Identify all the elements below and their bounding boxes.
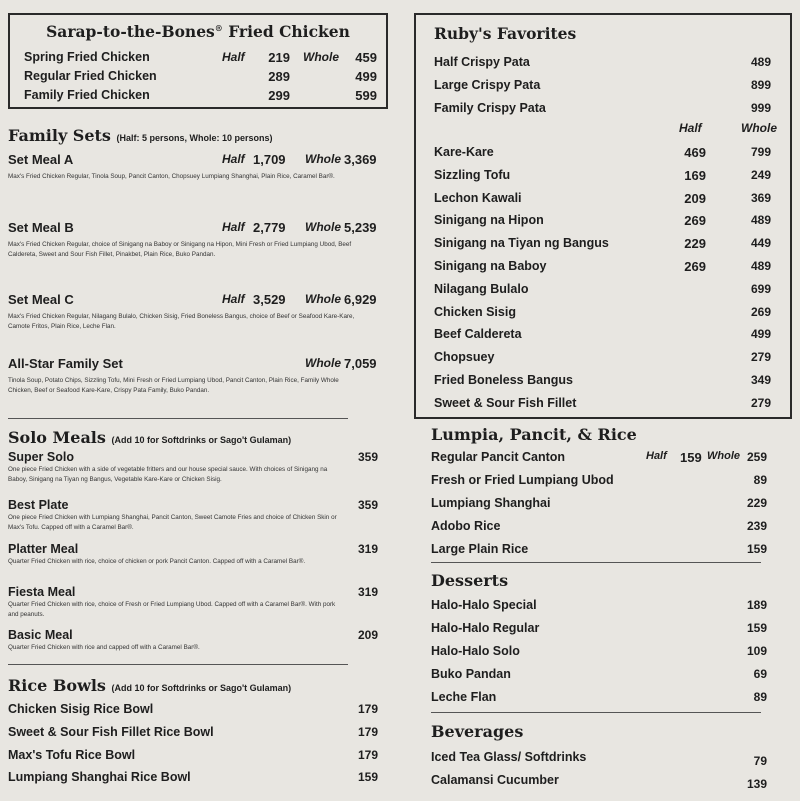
dessert-item-price: 89 (753, 690, 767, 704)
half-label: Half (222, 50, 245, 64)
divider-family-sets (8, 418, 348, 419)
beverages-header: Beverages (431, 722, 524, 741)
beverage-item-price: 139 (746, 777, 767, 791)
solo-meal-description: One piece Fried Chicken with a side of vegetable fritters and our house special sauce. With choices of Sinigang na Baboy, Sinigang na Tiyan ng Bangus, Vegetable Kare-Kare or Chicken Sisig. (8, 466, 328, 483)
family-set-description: Max's Fried Chicken Regular, Nilagang Bulalo, Chicken Sisig, Fried Boneless Bangus, choice of Beef or Seafood Kare-Kare, Camote Fritos, Plain Rice, Leche Flan. (8, 313, 355, 330)
solo-meal-name: Fiesta Meal (8, 585, 76, 599)
desserts-header: Desserts (431, 571, 509, 590)
favorite-half-price: 229 (684, 236, 706, 251)
favorite-whole-price: 349 (750, 373, 771, 387)
family-set-whole-price: 7,059 (344, 356, 377, 371)
solo-meal-price: 319 (357, 585, 378, 599)
whole-label: Whole (305, 220, 341, 234)
dessert-item-price: 109 (746, 644, 767, 658)
family-set-half-price: 1,709 (253, 152, 286, 167)
solo-meal-description: Quarter Fried Chicken with rice, choice of Fresh or Fried Lumpiang Ubod. Capped off with a Caramel Bar®. With pork and peanuts. (8, 601, 336, 618)
favorite-half-price: 469 (684, 145, 706, 160)
half-label: Half (679, 121, 702, 135)
family-set-name: Set Meal C (8, 292, 74, 307)
beverage-item-name: Iced Tea Glass/ Softdrinks (431, 750, 587, 764)
family-set-half-price: 2,779 (253, 220, 286, 235)
fried-chicken-item-name: Spring Fried Chicken (24, 50, 150, 64)
registered-mark: ® (214, 22, 223, 33)
favorite-item-name: Sweet & Sour Fish Fillet (434, 396, 577, 410)
solo-meal-description: Quarter Fried Chicken with rice, choice of chicken or pork Pancit Canton. Capped off with a Caramel Bar®. (8, 558, 306, 565)
favorite-item-name: Sinigang na Baboy (434, 259, 547, 273)
family-set-whole-price: 3,369 (344, 152, 377, 167)
favorite-item-name: Lechon Kawali (434, 191, 522, 205)
favorite-whole-price: 449 (750, 236, 771, 250)
solo-meal-name: Best Plate (8, 498, 69, 512)
rice-bowl-name: Chicken Sisig Rice Bowl (8, 702, 154, 716)
lumpia-item-name: Large Plain Rice (431, 542, 529, 556)
lumpia-whole-price: 259 (746, 450, 767, 464)
dessert-item-name: Leche Flan (431, 690, 497, 704)
dessert-item-name: Buko Pandan (431, 667, 511, 681)
favorite-whole-price: 249 (750, 168, 771, 182)
lumpia-item-name: Fresh or Fried Lumpiang Ubod (431, 473, 614, 487)
solo-meals-title: Solo Meals (8, 428, 106, 447)
lumpia-item-price: 239 (746, 519, 767, 533)
fried-chicken-whole-price: 599 (355, 88, 377, 103)
favorite-whole-price: 489 (750, 213, 771, 227)
favorite-whole-price: 499 (750, 327, 771, 341)
fried-chicken-title-main: Sarap-to-the-Bones (46, 22, 215, 41)
lumpia-item-price: 159 (746, 542, 767, 556)
dessert-item-price: 159 (746, 621, 767, 635)
favorite-item-name: Chopsuey (434, 350, 495, 364)
favorite-item-price: 489 (750, 55, 771, 69)
whole-label: Whole (303, 50, 339, 64)
dessert-item-name: Halo-Halo Solo (431, 644, 520, 658)
fried-chicken-title-rest: Fried Chicken (228, 22, 350, 41)
family-set-name: Set Meal B (8, 220, 74, 235)
favorite-whole-price: 699 (750, 282, 771, 296)
solo-meal-description: One piece Fried Chicken with Lumpiang Shanghai, Pancit Canton, Sweet Camote Fries and choice of Chicken Skin or Max's Tofu. Capped off with a Caramel Bar®. (8, 514, 337, 531)
solo-meal-price: 359 (357, 498, 378, 512)
favorite-item-name: Large Crispy Pata (434, 78, 541, 92)
favorite-whole-price: 369 (750, 191, 771, 205)
favorite-item-name: Sinigang na Hipon (434, 213, 544, 227)
rice-bowl-name: Lumpiang Shanghai Rice Bowl (8, 770, 191, 784)
fried-chicken-half-price: 219 (268, 50, 290, 65)
family-set-description: Max's Fried Chicken Regular, choice of Sinigang na Baboy or Sinigang na Hipon, Mini Fresh or Fried Lumpiang Ubod, Beef Caldereta, Sweet and Sour Fish Fillet, Pinakbet, Plain Rice, Buko Pandan. (8, 241, 352, 258)
whole-label: Whole (741, 121, 777, 135)
family-sets-header (8, 126, 273, 145)
family-set-description: Max's Fried Chicken Regular, Tinola Soup, Pancit Canton, Chopsuey Lumpiang Shanghai, Plain Rice, Caramel Bar®. (8, 173, 335, 180)
whole-label: Whole (305, 152, 341, 166)
lumpia-half-price: 159 (680, 450, 702, 465)
dessert-item-name: Halo-Halo Regular (431, 621, 540, 635)
favorite-whole-price: 279 (750, 350, 771, 364)
divider-lumpia (431, 562, 761, 563)
family-set-whole-price: 5,239 (344, 220, 377, 235)
fried-chicken-half-price: 299 (268, 88, 290, 103)
favorite-item-price: 999 (750, 101, 771, 115)
favorite-item-name: Chicken Sisig (434, 305, 516, 319)
favorite-item-name: Half Crispy Pata (434, 55, 530, 69)
favorite-item-name: Fried Boneless Bangus (434, 373, 573, 387)
dessert-item-price: 69 (753, 667, 767, 681)
favorite-half-price: 169 (684, 168, 706, 183)
beverage-item-name: Calamansi Cucumber (431, 773, 559, 787)
whole-label: Whole (305, 356, 341, 370)
fried-chicken-half-price: 289 (268, 69, 290, 84)
lumpia-item-price: 229 (746, 496, 767, 510)
favorite-item-name: Kare-Kare (434, 145, 494, 159)
solo-meal-price: 319 (357, 542, 378, 556)
fried-chicken-title (10, 22, 386, 41)
favorite-item-name: Sinigang na Tiyan ng Bangus (434, 236, 609, 250)
fried-chicken-item-name: Regular Fried Chicken (24, 69, 157, 83)
favorite-whole-price: 489 (750, 259, 771, 273)
half-label: Half (222, 152, 245, 166)
family-set-name: Set Meal A (8, 152, 74, 167)
rice-bowl-price: 159 (357, 770, 378, 784)
divider-desserts (431, 712, 761, 713)
favorite-item-price: 899 (750, 78, 771, 92)
favorite-half-price: 269 (684, 259, 706, 274)
solo-meal-description: Quarter Fried Chicken with rice and capped off with a Caramel Bar®. (8, 644, 200, 651)
lumpia-header: Lumpia, Pancit, & Rice (431, 425, 637, 444)
lumpia-item-name: Lumpiang Shanghai (431, 496, 551, 510)
solo-meal-name: Super Solo (8, 450, 74, 464)
fried-chicken-whole-price: 459 (355, 50, 377, 65)
rubys-favorites-title: Ruby's Favorites (434, 24, 577, 43)
favorite-whole-price: 799 (750, 145, 771, 159)
rice-bowl-name: Sweet & Sour Fish Fillet Rice Bowl (8, 725, 214, 739)
solo-meals-subtitle: (Add 10 for Softdrinks or Sago't Gulaman) (111, 435, 292, 445)
favorite-whole-price: 279 (750, 396, 771, 410)
lumpia-item-price: 89 (753, 473, 767, 487)
favorite-half-price: 269 (684, 213, 706, 228)
fried-chicken-item-name: Family Fried Chicken (24, 88, 150, 102)
favorite-whole-price: 269 (750, 305, 771, 319)
solo-meal-name: Platter Meal (8, 542, 79, 556)
whole-label: Whole (305, 292, 341, 306)
rice-bowls-header (8, 676, 291, 695)
lumpia-item-name: Regular Pancit Canton (431, 450, 566, 464)
rice-bowl-price: 179 (357, 748, 378, 762)
dessert-item-price: 189 (746, 598, 767, 612)
right-column (405, 0, 800, 801)
dessert-item-name: Halo-Halo Special (431, 598, 537, 612)
beverage-item-price: 79 (753, 754, 767, 768)
solo-meal-price: 359 (357, 450, 378, 464)
half-label: Half (222, 292, 245, 306)
solo-meal-price: 209 (357, 628, 378, 642)
family-set-whole-price: 6,929 (344, 292, 377, 307)
favorite-item-name: Family Crispy Pata (434, 101, 546, 115)
family-set-name: All-Star Family Set (8, 356, 123, 371)
whole-label: Whole (707, 450, 740, 462)
rice-bowls-subtitle: (Add 10 for Softdrinks or Sago't Gulaman) (111, 683, 292, 693)
rice-bowl-price: 179 (357, 725, 378, 739)
favorite-item-name: Nilagang Bulalo (434, 282, 529, 296)
half-label: Half (222, 220, 245, 234)
family-sets-title: Family Sets (8, 126, 111, 145)
favorite-item-name: Beef Caldereta (434, 327, 522, 341)
family-sets-subtitle: (Half: 5 persons, Whole: 10 persons) (116, 133, 273, 143)
family-set-half-price: 3,529 (253, 292, 286, 307)
favorite-half-price: 209 (684, 191, 706, 206)
favorite-item-name: Sizzling Tofu (434, 168, 511, 182)
rice-bowl-name: Max's Tofu Rice Bowl (8, 748, 136, 762)
family-set-description: Tinola Soup, Potato Chips, Sizzling Tofu, Mini Fresh or Fried Lumpiang Ubod, Pancit Canton, Plain Rice, Family Whole Chicken, Beef or Seafood Kare-Kare, Crispy Pata Family, Buko Pandan. (8, 377, 339, 394)
rubys-favorites-box (414, 13, 792, 419)
rice-bowl-price: 179 (357, 702, 378, 716)
rice-bowls-title: Rice Bowls (8, 676, 106, 695)
solo-meal-name: Basic Meal (8, 628, 73, 642)
half-label: Half (646, 450, 667, 462)
fried-chicken-box (8, 13, 388, 109)
solo-meals-header (8, 428, 291, 447)
divider-solo-meals (8, 664, 348, 665)
fried-chicken-whole-price: 499 (355, 69, 377, 84)
lumpia-item-name: Adobo Rice (431, 519, 501, 533)
